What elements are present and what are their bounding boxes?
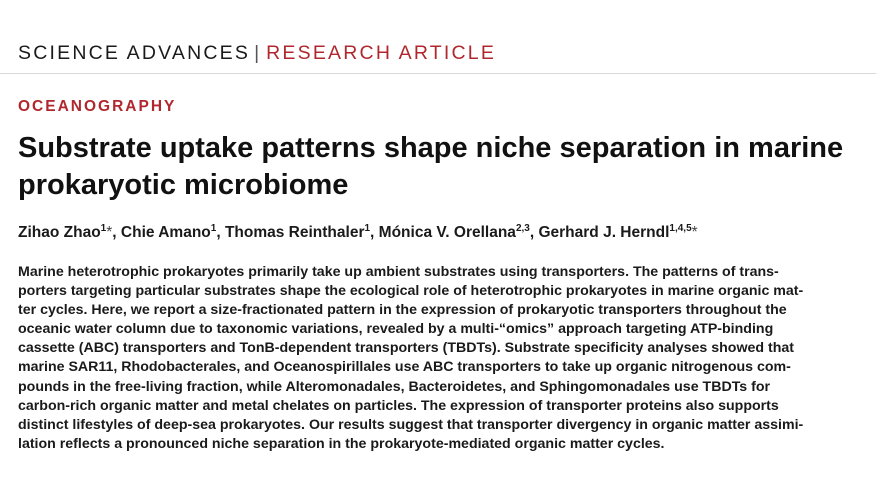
author[interactable] [379,224,530,241]
abstract-line: marine SAR11, Rhodobacterales, and Oceanospirillales use ABC transporters to take up organic nitrogenous com- [18,359,791,376]
author-name[interactable]: Thomas Reinthaler [224,224,365,241]
header-divider [0,73,876,74]
journal-masthead [18,40,496,66]
author-separator: , [370,224,379,241]
author[interactable] [18,224,112,241]
author-affiliation: 1,4,5 [669,223,692,234]
author-affiliation: 1 [100,223,107,234]
author-name[interactable]: Gerhard J. Herndl [538,224,670,241]
author-name[interactable]: Zihao Zhao [18,224,101,241]
author[interactable] [538,224,697,241]
abstract-line: carbon-rich organic matter and metal chelates on particles. The expression of transporter proteins also supports [18,397,779,414]
author[interactable] [225,224,370,241]
article-type-label: RESEARCH ARTICLE [266,42,497,64]
corresponding-author-marker: * [106,224,113,241]
author[interactable] [121,224,216,241]
author-separator: , [529,224,539,241]
journal-name: SCIENCE ADVANCES [18,42,251,64]
author-separator: , [112,224,121,241]
author-affiliation: 1 [210,223,217,234]
abstract-line: oceanic water column due to taxonomic variations, revealed by a multi-“omics” approach targeting ATP-binding [18,321,774,338]
author-name[interactable]: Mónica V. Orellana [378,224,516,241]
abstract-line: pounds in the free-living fraction, while Alteromonadales, Bacteroidetes, and Sphingomonadales use TBDTs for [18,378,771,395]
masthead-separator: | [254,42,260,64]
author-affiliation: 1 [364,223,371,234]
abstract-line: cassette (ABC) transporters and TonB-dependent transporters (TBDTs). Substrate specificity analyses showed that [18,340,795,357]
author-list [18,222,868,244]
author-separator: , [216,224,225,241]
article-title: Substrate uptake patterns shape niche separation in marine prokaryotic microbiome [18,132,844,201]
abstract-line: lation reflects a pronounced niche separation in the prokaryote-mediated organic matter cycles. [18,435,665,452]
abstract-line: Marine heterotrophic prokaryotes primarily take up ambient substrates using transporters. The patterns of trans- [18,264,779,280]
section-label: OCEANOGRAPHY [18,98,177,115]
abstract-line: distinct lifestyles of deep-sea prokaryotes. Our results suggest that transporter divergency in organic matter assimi- [18,416,804,433]
author-name[interactable]: Chie Amano [120,224,211,241]
abstract [18,263,858,454]
author-affiliation: 2,3 [515,223,530,234]
corresponding-author-marker: * [691,224,698,241]
abstract-line: porters targeting particular substrates shape the ecological role of heterotrophic prokaryotes in marine organic mat- [18,283,804,300]
abstract-line: ter cycles. Here, we report a size-fractionated pattern in the expression of prokaryotic transporters throughout the [18,302,787,319]
